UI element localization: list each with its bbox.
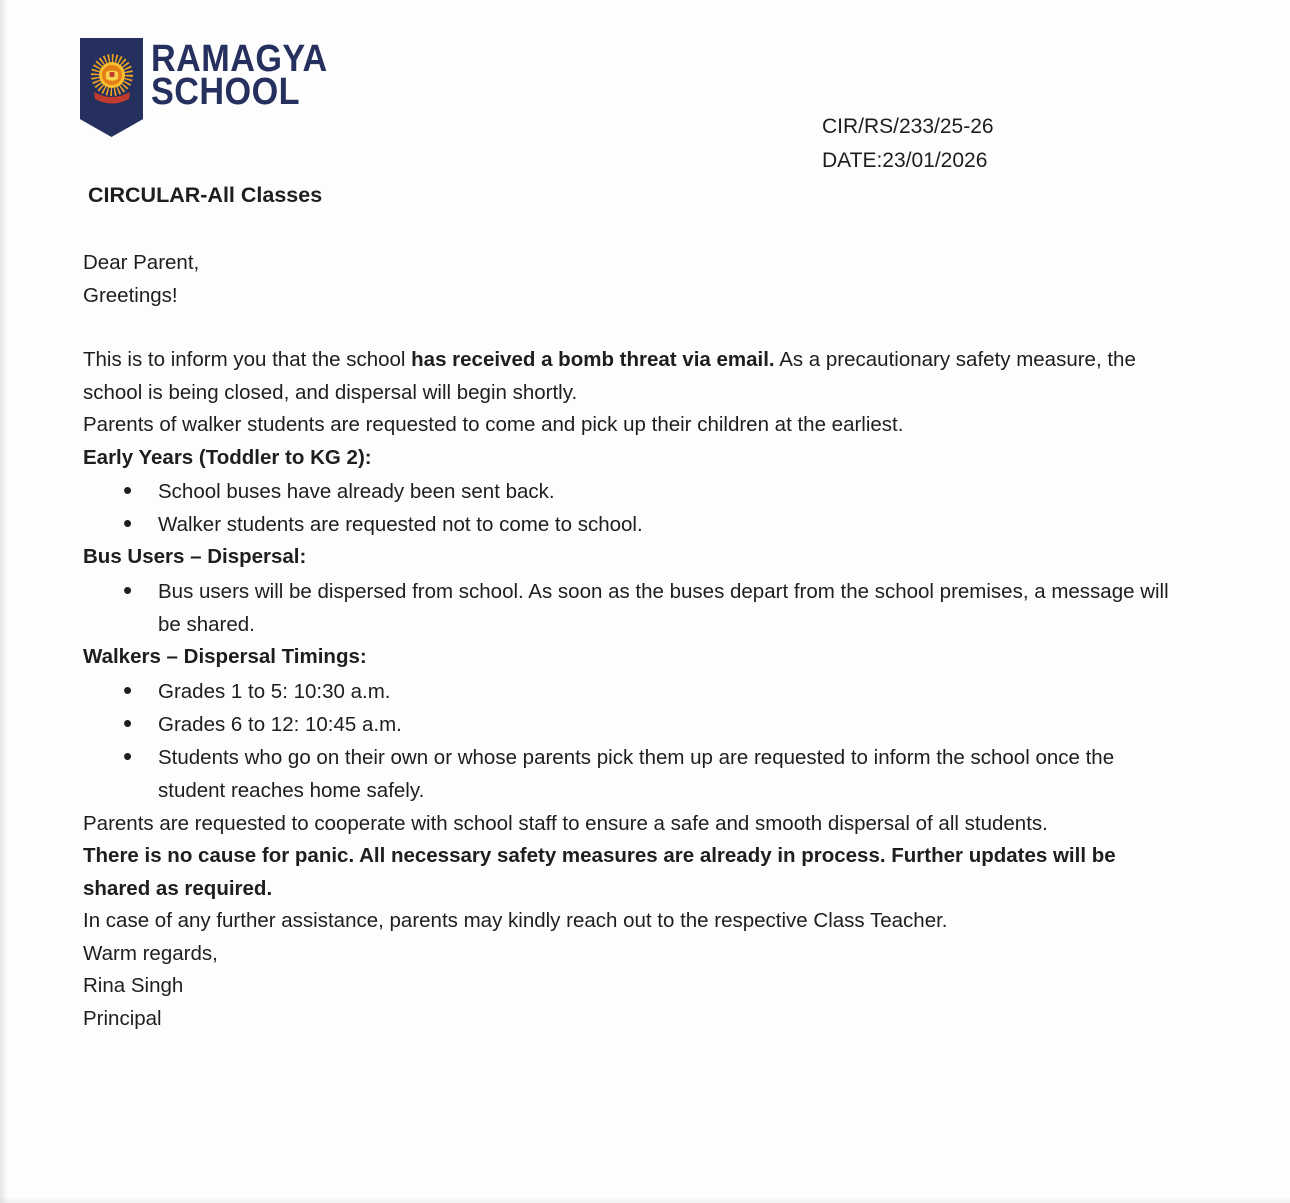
letter-body	[83, 247, 1178, 1035]
section-heading-early-years: Early Years (Toddler to KG 2):	[83, 445, 372, 469]
logo-wordmark-line1: RAMAGYA	[151, 38, 328, 80]
early-years-bullet-list	[83, 475, 1178, 541]
closing-bold-line	[83, 840, 1178, 905]
intro-text-after: As a precautionary safety measure, the school is being closed, and dispersal will begin shortly.	[83, 348, 1136, 404]
intro-line2: Parents of walker students are requested to come and pick up their children at the earliest.	[83, 413, 904, 436]
logo-wordmark-line2: SCHOOL	[151, 71, 301, 113]
list-item: • Bus users will be dispersed from school. As soon as the buses depart from the school premises, a message will be shared.	[83, 575, 1178, 641]
intro-paragraph	[83, 344, 1178, 409]
signature-title: Principal	[83, 1006, 162, 1030]
reference-date-block	[822, 110, 994, 178]
list-item: • Students who go on their own or whose parents pick them up are requested to inform the school once the student reaches home safely.	[83, 741, 1178, 807]
walkers-bullet-list	[83, 675, 1178, 808]
signature-name: Rina Singh	[83, 974, 184, 998]
bus-users-bullet-list	[83, 575, 1178, 641]
list-item: • Grades 1 to 5: 10:30 a.m.	[83, 675, 1178, 708]
school-logo	[80, 38, 347, 137]
salutation-line2: Greetings!	[83, 283, 178, 307]
intro-text-bold: has received a bomb threat via email.	[411, 348, 775, 371]
signoff-regards: Warm regards,	[83, 941, 218, 965]
closing-line3: In case of any further assistance, parents may kindly reach out to the respective Class Teacher.	[83, 909, 948, 933]
circular-title: CIRCULAR-All Classes	[88, 183, 323, 207]
closing-bold-text: There is no cause for panic. All necessary safety measures are already in process. Further updates will be shared as required.	[83, 844, 1116, 900]
salutation-line1: Dear Parent,	[83, 251, 200, 274]
list-item: • School buses have already been sent back.	[83, 475, 1178, 508]
intro-text-before: This is to inform you that the school	[83, 348, 412, 371]
reference-number: CIR/RS/233/25-26	[822, 115, 994, 138]
closing-line1: Parents are requested to cooperate with school staff to ensure a safe and smooth dispersal of all students.	[83, 811, 1048, 835]
section-heading-walkers: Walkers – Dispersal Timings:	[83, 645, 367, 669]
spacer	[83, 312, 1178, 344]
logo-pennant	[80, 38, 143, 137]
section-heading-bus-users: Bus Users – Dispersal:	[83, 545, 307, 569]
sun-emblem-icon	[88, 51, 136, 111]
list-item: • Walker students are requested not to come to school.	[83, 508, 1178, 541]
circular-date: DATE:23/01/2026	[822, 149, 988, 172]
list-item: • Grades 6 to 12: 10:45 a.m.	[83, 708, 1178, 741]
logo-wordmark	[151, 38, 328, 113]
